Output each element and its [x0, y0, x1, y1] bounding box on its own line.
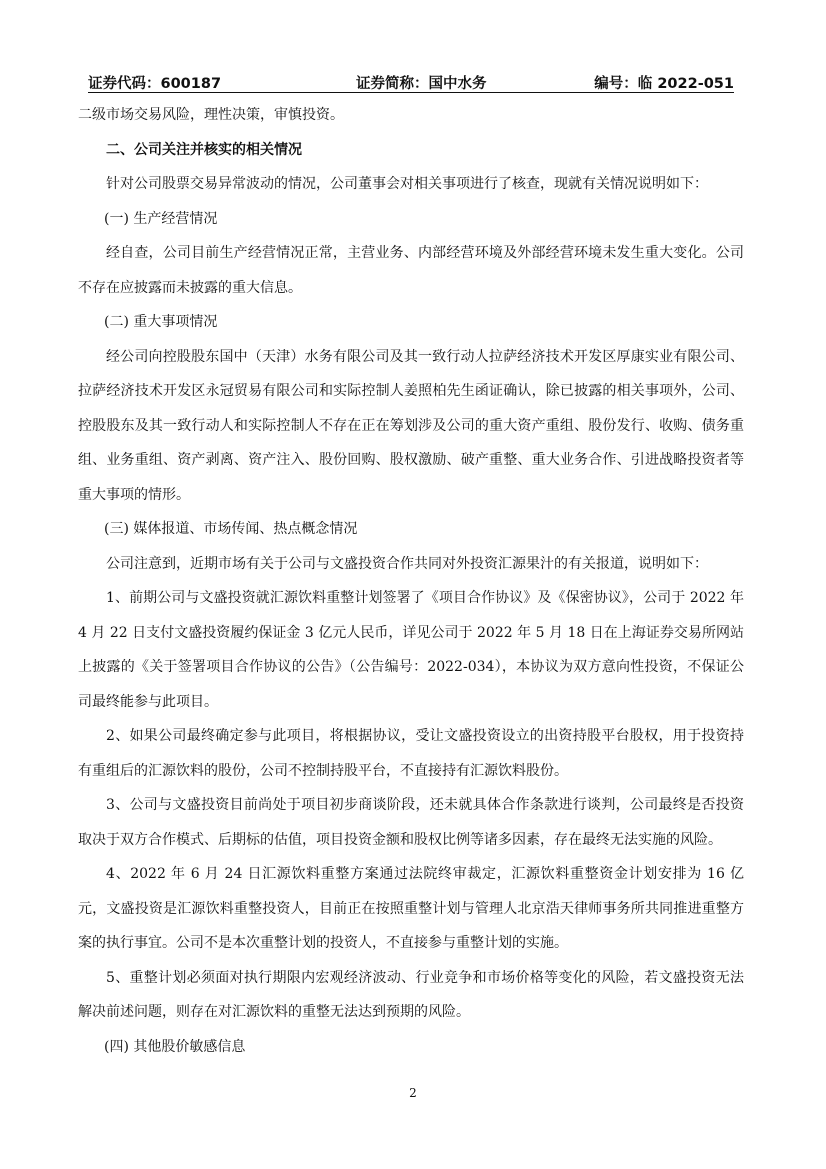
- paragraph-item-1: 1、前期公司与文盛投资就汇源饮料重整计划签署了《项目合作协议》及《保密协议》，公司于 2022 年 4 月 22 日支付文盛投资履约保证金 3 亿元人民币，详见公司于 2022 年 5 月 18 日在上海证券交易所网站上披露的《关于签署项目合作协议的公告》（公告编号：2022-034），本协议为双方意向性投资，不保证公司最终能参与此项目。: [78, 590, 744, 710]
- paragraph-item-3: 3、公司与文盛投资目前尚处于项目初步商谈阶段，还未就具体合作条款进行谈判，公司最终是否投资取决于双方合作模式、后期标的估值，项目投资金额和股权比例等诸多因素，存在最终无法实施的风险。: [78, 797, 744, 848]
- stock-code: 证券代码：600187: [88, 76, 222, 92]
- paragraph-item-5: 5、重整计划必须面对执行期限内宏观经济波动、行业竞争和市场价格等变化的风险，若文盛投资无法解决前述问题，则存在对汇源饮料的重整无法达到预期的风险。: [78, 969, 744, 1020]
- page-header: [88, 70, 734, 93]
- paragraph-operations: 经自查，公司目前生产经营情况正常，主营业务、内部经营环境及外部经营环境未发生重大变化。公司不存在应披露而未披露的重大信息。: [78, 245, 744, 296]
- subsection-heading-2: (二) 重大事项情况: [104, 314, 218, 330]
- paragraph-item-2: 2、如果公司最终确定参与此项目，将根据协议，受让文盛投资设立的出资持股平台股权，用于投资持有重组后的汇源饮料的股份，公司不控制持股平台，不直接持有汇源饮料股份。: [78, 728, 744, 779]
- subsection-heading-1: (一) 生产经营情况: [104, 210, 218, 227]
- paragraph-intro: 针对公司股票交易异常波动的情况，公司董事会对相关事项进行了核查，现就有关情况说明如下：: [106, 176, 708, 192]
- section-heading: 二、公司关注并核实的相关情况: [106, 141, 302, 158]
- stock-name: 证券简称：国中水务: [356, 76, 487, 92]
- paragraph-media-intro: 公司注意到，近期市场有关于公司与文盛投资合作共同对外投资汇源果汁的有关报道，说明如下：: [106, 555, 708, 572]
- subsection-heading-4: (四) 其他股价敏感信息: [104, 1038, 246, 1055]
- paragraph-major-matters: 经公司向控股股东国中（天津）水务有限公司及其一致行动人拉萨经济技术开发区厚康实业有限公司、拉萨经济技术开发区永冠贸易有限公司和实际控制人姜照柏先生函证确认，除已披露的相关事项外，公司、控股股东及其一致行动人和实际控制人不存在正在筹划涉及公司的重大资产重组、股份发行、收购、债务重组、业务重组、资产剥离、资产注入、股份回购、股权激励、破产重整、重大业务合作、引进战略投资者等重大事项的情形。: [78, 348, 744, 503]
- announcement-number: 编号：临 2022-051: [594, 76, 734, 92]
- subsection-heading-3: (三) 媒体报道、市场传闻、热点概念情况: [104, 521, 358, 537]
- paragraph-item-4: 4、2022 年 6 月 24 日汇源饮料重整方案通过法院终审裁定，汇源饮料重整资金计划安排为 16 亿元，文盛投资是汇源饮料重整投资人，目前正在按照重整计划与管理人北京浩天律师事务所共同推进重整方案的执行事宜。公司不是本次重整计划的投资人，不直接参与重整计划的实施。: [78, 866, 744, 951]
- document-body: [78, 98, 744, 1064]
- page-number: 2: [409, 1086, 417, 1100]
- paragraph-continuation: 二级市场交易风险，理性决策，审慎投资。: [78, 107, 344, 123]
